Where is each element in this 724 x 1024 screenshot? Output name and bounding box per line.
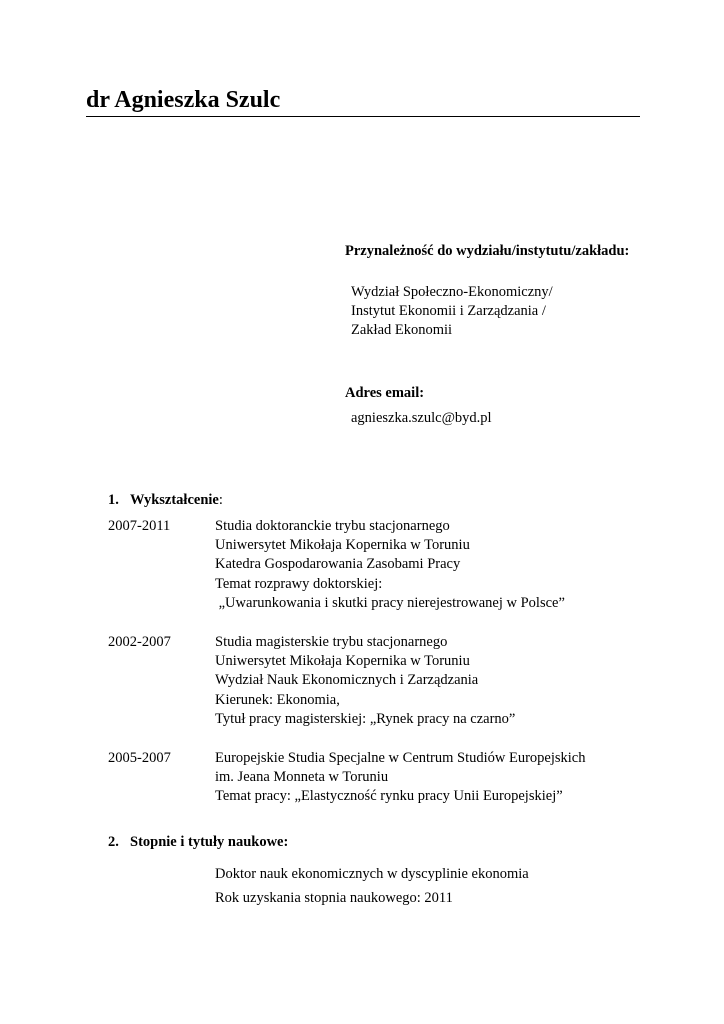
education-entry-line: im. Jeana Monneta w Toruniu [215,769,389,786]
education-entry-line: Europejskie Studia Specjalne w Centrum Studiów Europejskich [215,750,586,766]
education-entry-line: Temat pracy: „Elastyczność rynku pracy Unii Europejskiej” [215,788,563,805]
education-entry-line: Katedra Gospodarowania Zasobami Pracy [215,556,461,573]
affiliation-line: Wydział Społeczno-Ekonomiczny/ [351,284,553,300]
degree-line: Rok uzyskania stopnia naukowego: 2011 [215,890,453,906]
degrees-heading [108,833,288,852]
page-title: dr Agnieszka Szulc [86,87,281,113]
education-number: 1. [108,492,119,508]
education-entry-line: Uniwersytet Mikołaja Kopernika w Toruniu [215,537,470,554]
education-colon: : [218,492,223,508]
degrees-number: 2. [108,834,119,850]
email-heading: Adres email: [345,385,425,401]
education-entry-line: Tytuł pracy magisterskiej: „Rynek pracy na czarno” [215,710,516,727]
degree-line: Doktor nauk ekonomicznych w dyscyplinie ekonomia [215,866,529,882]
education-entry-line: Studia magisterskie trybu stacjonarnego [215,634,448,650]
education-entry [215,517,565,613]
affiliation-line: Instytut Ekonomii i Zarządzania / [351,303,546,320]
title-underline [86,116,640,117]
education-entry-line: „Uwarunkowania i skutki pracy nierejestrowanej w Polsce” [215,594,565,611]
education-heading [108,491,223,510]
education-title: Wykształcenie [130,492,219,508]
education-entry-years: 2005-2007 [108,750,171,766]
education-entry [215,633,515,729]
education-entry-years: 2007-2011 [108,518,171,534]
education-entry [215,749,586,807]
education-entry-line: Uniwersytet Mikołaja Kopernika w Toruniu [215,653,470,670]
education-entry-years: 2002-2007 [108,634,171,650]
email-value: agnieszka.szulc@byd.pl [351,410,492,426]
degrees-title: Stopnie i tytuły naukowe: [130,834,289,850]
affiliation-line: Zakład Ekonomii [351,322,453,339]
affiliation-block [351,283,553,341]
education-entry-line: Wydział Nauk Ekonomicznych i Zarządzania [215,672,479,689]
education-entry-line: Studia doktoranckie trybu stacjonarnego [215,518,450,534]
affiliation-heading: Przynależność do wydziału/instytutu/zakładu: [345,243,630,259]
education-entry-line: Temat rozprawy doktorskiej: [215,575,383,592]
education-entry-line: Kierunek: Ekonomia, [215,691,340,708]
